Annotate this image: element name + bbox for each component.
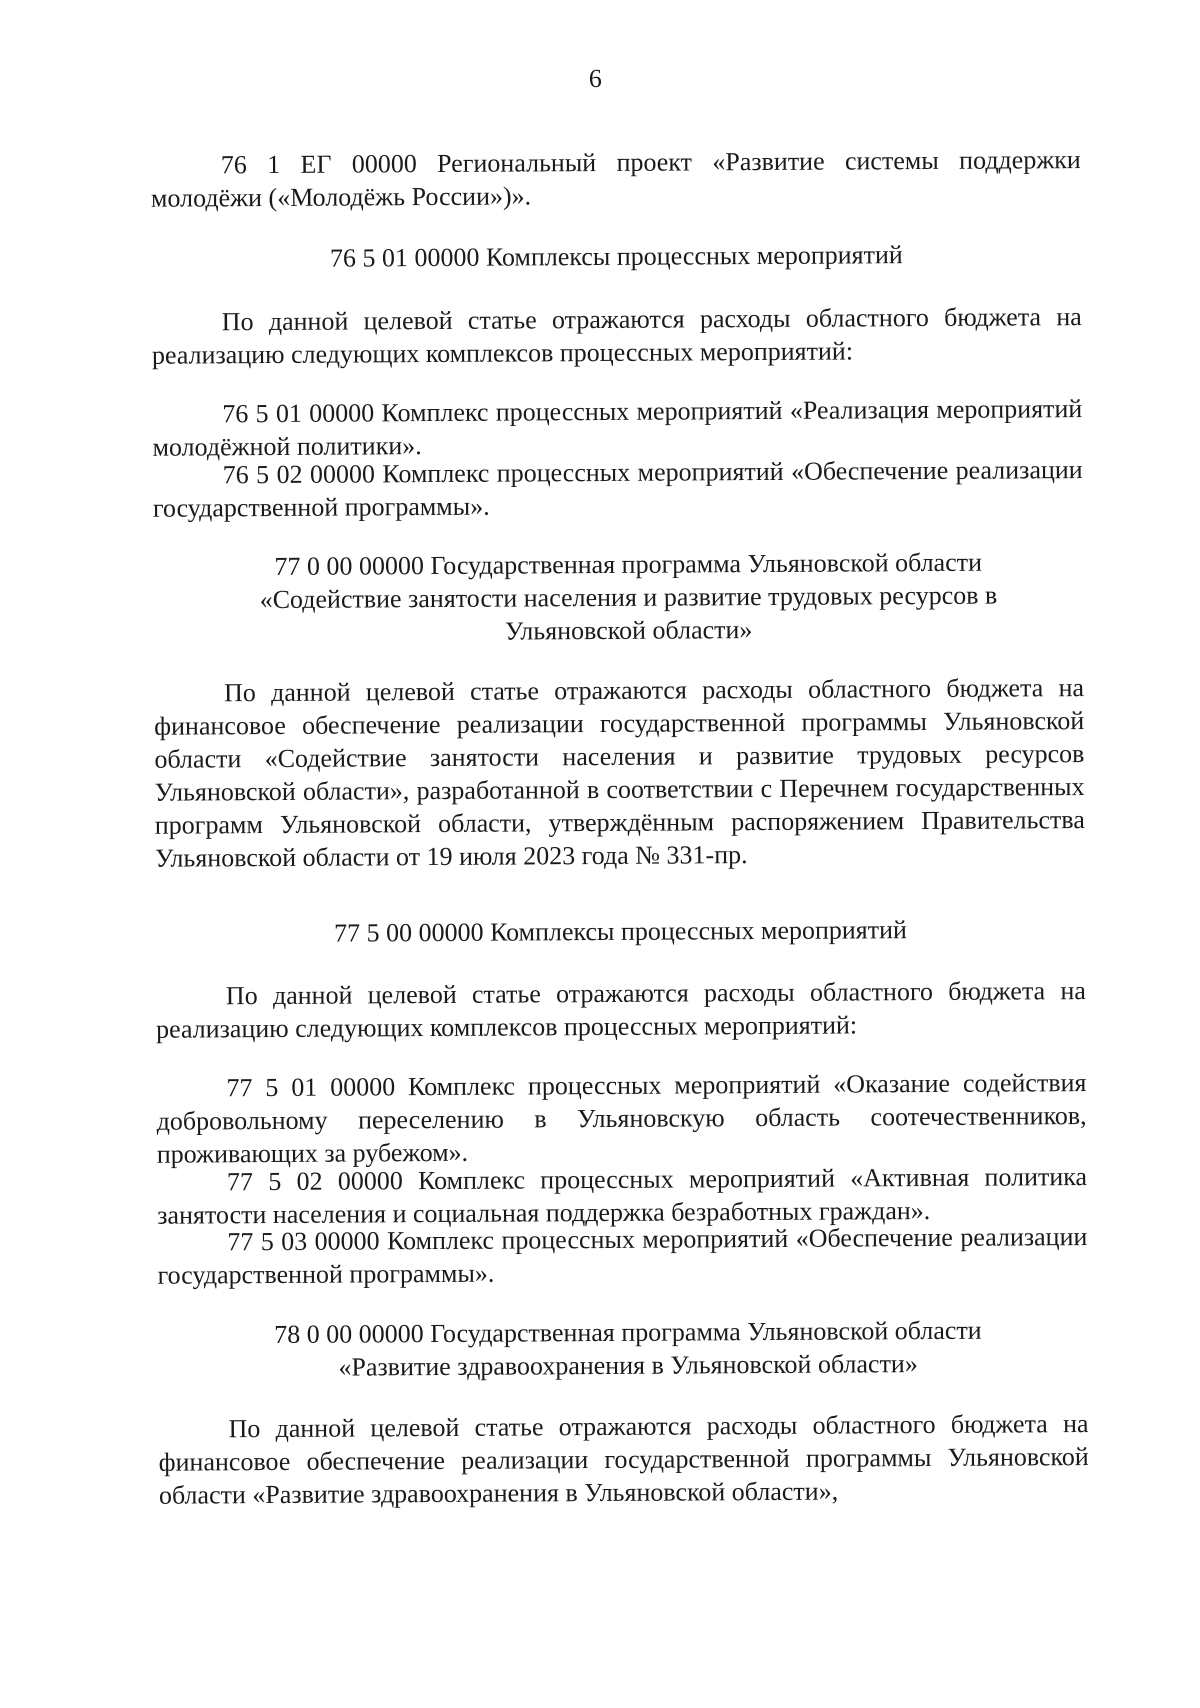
paragraph-77-5-01-complex: 77 5 01 00000 Комплекс процессных мероприятий «Оказание содействия добровольному переселению в Ульяновскую область соотечественников, проживающих за рубежом». <box>156 1068 1087 1169</box>
paragraph-regional-project-youth: 76 1 ЕГ 00000 Региональный проект «Развитие системы поддержки молодёжи («Молодёжь России»)». <box>150 145 1081 213</box>
paragraph-76-5-intro: По данной целевой статье отражаются расходы областного бюджета на реализацию следующих комплексов процессных мероприятий: <box>151 302 1082 370</box>
paragraph-77-5-intro: По данной целевой статье отражаются расходы областного бюджета на реализацию следующих комплексов процессных мероприятий: <box>155 976 1086 1044</box>
heading-77-0-program: 77 0 00 00000 Государственная программа Ульяновской области «Содействие занятости населения и развитие трудовых ресурсов в Ульяновской области» <box>259 547 998 646</box>
heading-77-5-00: 77 5 00 00000 Комплексы процессных мероприятий <box>333 915 908 948</box>
paragraph-77-0-description: По данной целевой статье отражаются расходы областного бюджета на финансовое обеспечение реализации государственной программы Ульяновской области «Содействие занятости населения и развитие трудовых ресурсов Ульяновской области», разработанной в соответствии с Перечнем государственных программ Ульяновской области, утверждённым распоряжением Правительства Ульяновской области от 19 июля 2023 года № 331-пр. <box>154 673 1085 873</box>
paragraph-76-5-02-complex: 76 5 02 00000 Комплекс процессных мероприятий «Обеспечение реализации государственной программы». <box>152 455 1083 523</box>
paragraph-77-5-03-complex: 77 5 03 00000 Комплекс процессных мероприятий «Обеспечение реализации государственной программы». <box>157 1222 1088 1290</box>
heading-78-0-program: 78 0 00 00000 Государственная программа Ульяновской области «Развитие здравоохранения в Ульяновской области» <box>274 1315 982 1382</box>
paragraph-78-0-description: По данной целевой статье отражаются расходы областного бюджета на финансовое обеспечение реализации государственной программы Ульяновской области «Развитие здравоохранения в Ульяновской области», <box>158 1409 1089 1510</box>
paragraph-77-5-02-complex: 77 5 02 00000 Комплекс процессных мероприятий «Активная политика занятости населения и социальная поддержка безработных граждан». <box>157 1162 1088 1230</box>
page-number: 6 <box>588 63 602 94</box>
paragraph-76-5-01-complex: 76 5 01 00000 Комплекс процессных мероприятий «Реализация мероприятий молодёжной политики». <box>152 394 1083 462</box>
heading-76-5-01: 76 5 01 00000 Комплексы процессных мероприятий <box>329 240 903 273</box>
